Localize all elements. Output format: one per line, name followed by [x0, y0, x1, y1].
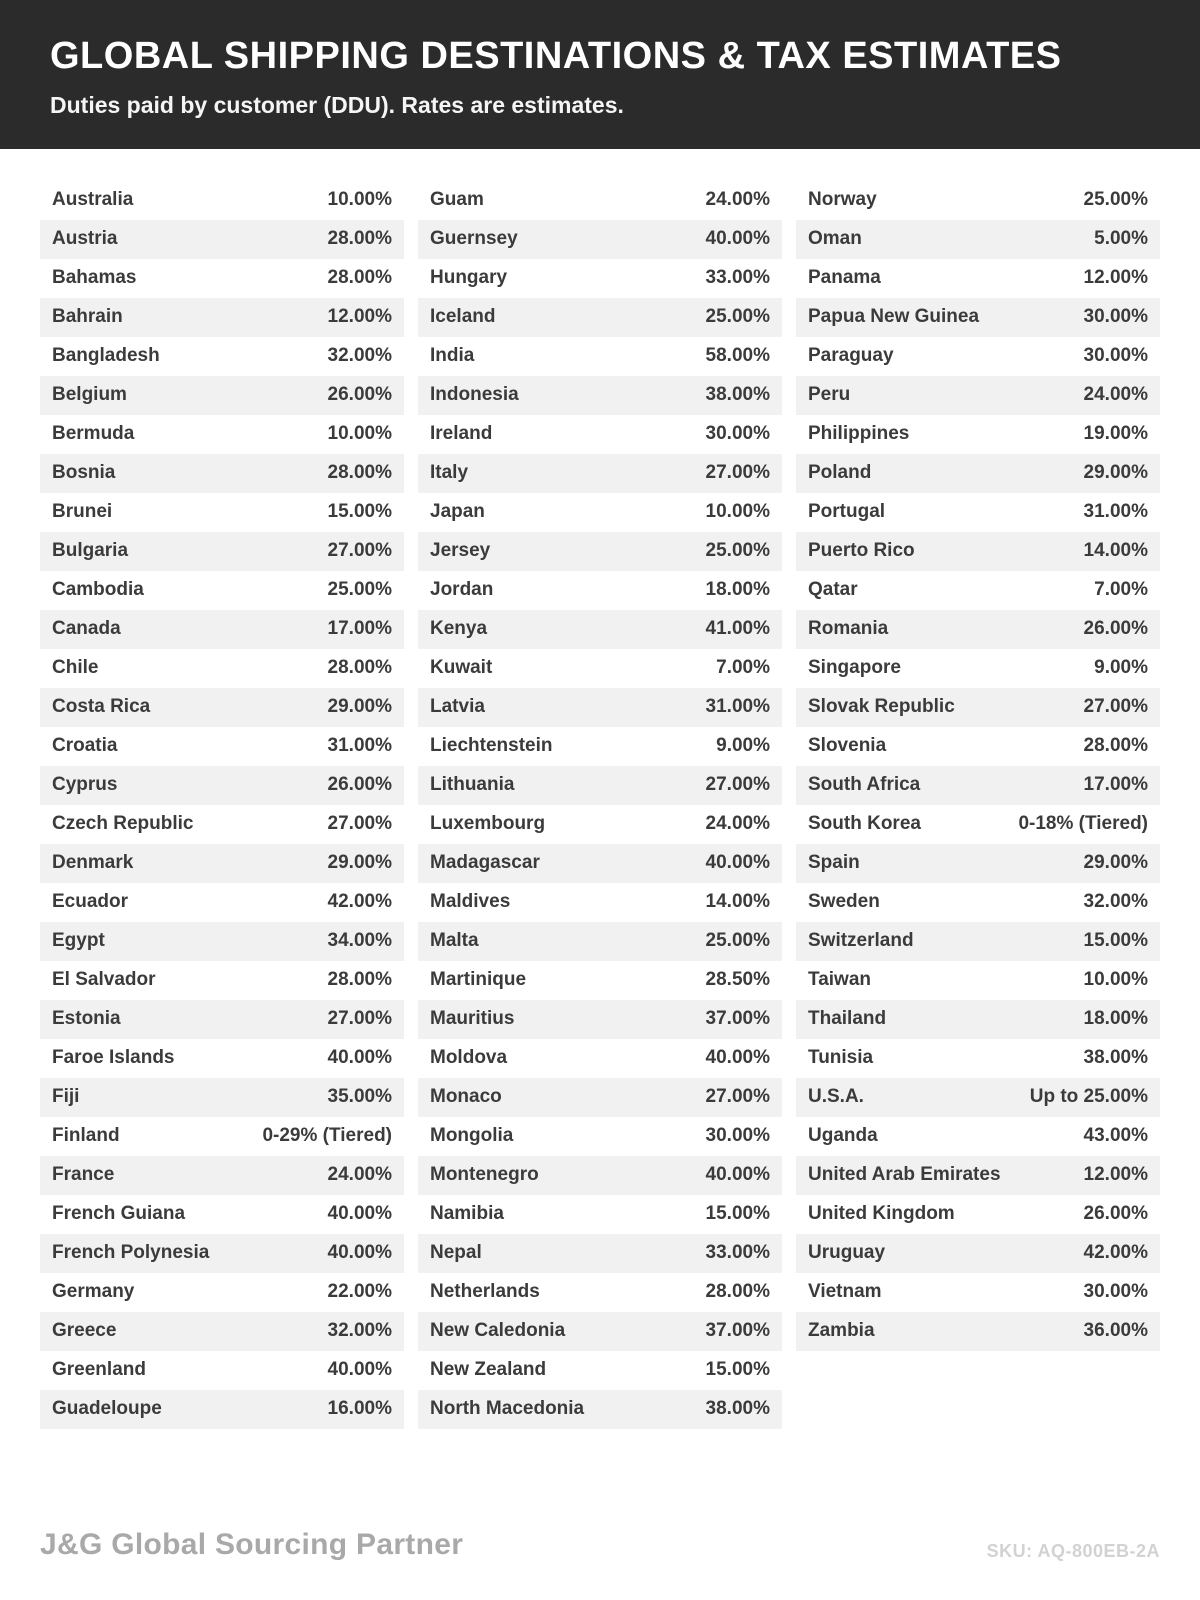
- country-label: Guadeloupe: [52, 1398, 162, 1420]
- table-row: [796, 883, 1160, 922]
- rate-value: 29.00%: [327, 852, 392, 874]
- country-label: Bosnia: [52, 462, 116, 484]
- country-label: Madagascar: [430, 852, 540, 874]
- rate-value: 31.00%: [327, 735, 392, 757]
- table-row: [40, 805, 404, 844]
- country-label: Mongolia: [430, 1125, 514, 1147]
- table-row: [796, 649, 1160, 688]
- rate-value: 37.00%: [705, 1008, 770, 1030]
- country-label: Austria: [52, 228, 118, 250]
- page-title: GLOBAL SHIPPING DESTINATIONS & TAX ESTIMATES: [50, 35, 1062, 77]
- rates-table: [0, 149, 1200, 1429]
- rate-value: 29.00%: [327, 696, 392, 718]
- country-label: Papua New Guinea: [808, 306, 980, 328]
- country-label: North Macedonia: [430, 1398, 585, 1420]
- table-row: [40, 1351, 404, 1390]
- rate-value: 58.00%: [705, 345, 770, 367]
- table-row: [418, 805, 782, 844]
- rate-value: 10.00%: [327, 189, 392, 211]
- rate-value: 25.00%: [705, 306, 770, 328]
- rate-value: 26.00%: [327, 774, 392, 796]
- table-row: [796, 1273, 1160, 1312]
- table-row: [796, 766, 1160, 805]
- table-row: [796, 961, 1160, 1000]
- table-row: [796, 259, 1160, 298]
- table-row: [796, 454, 1160, 493]
- table-row: [40, 844, 404, 883]
- rate-value: 28.50%: [705, 969, 770, 991]
- rate-value: 29.00%: [1083, 852, 1148, 874]
- country-label: Uganda: [808, 1125, 878, 1147]
- rate-value: 17.00%: [327, 618, 392, 640]
- rate-value: 12.00%: [1083, 267, 1148, 289]
- table-row: [796, 1312, 1160, 1351]
- table-row: [40, 1117, 404, 1156]
- rate-value: 25.00%: [705, 540, 770, 562]
- rate-value: 10.00%: [705, 501, 770, 523]
- country-label: Qatar: [808, 579, 858, 601]
- table-row: [418, 259, 782, 298]
- rate-value: 25.00%: [1083, 189, 1148, 211]
- country-label: Ecuador: [52, 891, 129, 913]
- country-label: Bangladesh: [52, 345, 160, 367]
- country-label: Estonia: [52, 1008, 121, 1030]
- table-row: [418, 1117, 782, 1156]
- table-row: [40, 415, 404, 454]
- table-row: [40, 1273, 404, 1312]
- rate-value: 24.00%: [705, 813, 770, 835]
- table-row: [418, 298, 782, 337]
- country-label: South Africa: [808, 774, 921, 796]
- rate-value: 27.00%: [327, 813, 392, 835]
- rates-column-3: [796, 181, 1160, 1351]
- table-row: [40, 883, 404, 922]
- rate-value: 28.00%: [1083, 735, 1148, 757]
- table-row: [40, 337, 404, 376]
- country-label: Guam: [430, 189, 484, 211]
- country-label: Uruguay: [808, 1242, 886, 1264]
- country-label: Denmark: [52, 852, 134, 874]
- table-row: [40, 1039, 404, 1078]
- table-row: [40, 1195, 404, 1234]
- table-row: [40, 1390, 404, 1429]
- rate-value: 30.00%: [1083, 1281, 1148, 1303]
- country-label: Taiwan: [808, 969, 871, 991]
- rate-value: Up to 25.00%: [1029, 1086, 1148, 1108]
- table-row: [796, 532, 1160, 571]
- rate-value: 26.00%: [1083, 1203, 1148, 1225]
- rate-value: 40.00%: [705, 228, 770, 250]
- rate-value: 24.00%: [327, 1164, 392, 1186]
- table-row: [418, 844, 782, 883]
- country-label: Guernsey: [430, 228, 518, 250]
- country-label: Namibia: [430, 1203, 504, 1225]
- table-row: [40, 571, 404, 610]
- rate-value: 7.00%: [1094, 579, 1148, 601]
- country-label: Latvia: [430, 696, 485, 718]
- country-label: United Kingdom: [808, 1203, 955, 1225]
- rate-value: 14.00%: [705, 891, 770, 913]
- table-row: [418, 571, 782, 610]
- rates-column-2: [418, 181, 782, 1429]
- table-row: [418, 727, 782, 766]
- country-label: Fiji: [52, 1086, 80, 1108]
- table-row: [418, 1312, 782, 1351]
- rate-value: 31.00%: [705, 696, 770, 718]
- rate-value: 29.00%: [1083, 462, 1148, 484]
- country-label: Zambia: [808, 1320, 875, 1342]
- rate-value: 34.00%: [327, 930, 392, 952]
- country-label: Peru: [808, 384, 851, 406]
- country-label: Panama: [808, 267, 881, 289]
- country-label: Germany: [52, 1281, 135, 1303]
- country-label: Bahamas: [52, 267, 137, 289]
- table-row: [796, 415, 1160, 454]
- country-label: Luxembourg: [430, 813, 546, 835]
- table-row: [418, 1078, 782, 1117]
- rate-value: 28.00%: [705, 1281, 770, 1303]
- table-row: [418, 922, 782, 961]
- rate-value: 30.00%: [1083, 306, 1148, 328]
- table-row: [796, 571, 1160, 610]
- rate-value: 42.00%: [1083, 1242, 1148, 1264]
- rate-value: 22.00%: [327, 1281, 392, 1303]
- table-row: [418, 1195, 782, 1234]
- rate-value: 28.00%: [327, 657, 392, 679]
- rate-value: 9.00%: [716, 735, 770, 757]
- table-row: [796, 1078, 1160, 1117]
- rate-value: 24.00%: [1083, 384, 1148, 406]
- rate-value: 26.00%: [1083, 618, 1148, 640]
- table-row: [796, 610, 1160, 649]
- rate-value: 19.00%: [1083, 423, 1148, 445]
- country-label: Puerto Rico: [808, 540, 915, 562]
- country-label: Canada: [52, 618, 121, 640]
- country-label: Costa Rica: [52, 696, 151, 718]
- table-row: [418, 454, 782, 493]
- table-row: [418, 1273, 782, 1312]
- table-row: [40, 454, 404, 493]
- rate-value: 0-29% (Tiered): [262, 1125, 392, 1147]
- country-label: Switzerland: [808, 930, 914, 952]
- table-row: [418, 961, 782, 1000]
- country-label: South Korea: [808, 813, 921, 835]
- rate-value: 40.00%: [705, 1164, 770, 1186]
- table-row: [418, 493, 782, 532]
- country-label: Sweden: [808, 891, 880, 913]
- country-label: Maldives: [430, 891, 511, 913]
- country-label: Lithuania: [430, 774, 515, 796]
- table-row: [796, 1156, 1160, 1195]
- rate-value: 15.00%: [705, 1203, 770, 1225]
- rate-value: 10.00%: [327, 423, 392, 445]
- rate-value: 5.00%: [1094, 228, 1148, 250]
- table-row: [40, 1000, 404, 1039]
- table-row: [40, 1312, 404, 1351]
- rate-value: 30.00%: [705, 423, 770, 445]
- rate-value: 25.00%: [327, 579, 392, 601]
- table-row: [40, 493, 404, 532]
- rate-value: 28.00%: [327, 462, 392, 484]
- table-row: [796, 376, 1160, 415]
- rate-value: 9.00%: [1094, 657, 1148, 679]
- country-label: Croatia: [52, 735, 118, 757]
- rate-value: 12.00%: [1083, 1164, 1148, 1186]
- country-label: Australia: [52, 189, 134, 211]
- rate-value: 17.00%: [1083, 774, 1148, 796]
- country-label: Japan: [430, 501, 485, 523]
- header-banner: [0, 0, 1200, 149]
- country-label: Mauritius: [430, 1008, 515, 1030]
- table-row: [40, 649, 404, 688]
- table-row: [418, 220, 782, 259]
- rate-value: 30.00%: [1083, 345, 1148, 367]
- country-label: Nepal: [430, 1242, 482, 1264]
- table-row: [40, 532, 404, 571]
- rate-value: 12.00%: [327, 306, 392, 328]
- table-row: [796, 844, 1160, 883]
- rates-column-1: [40, 181, 404, 1429]
- country-label: Cyprus: [52, 774, 118, 796]
- country-label: Faroe Islands: [52, 1047, 175, 1069]
- table-row: [40, 181, 404, 220]
- table-row: [418, 181, 782, 220]
- country-label: Moldova: [430, 1047, 508, 1069]
- rate-value: 7.00%: [716, 657, 770, 679]
- table-row: [40, 1078, 404, 1117]
- country-label: Iceland: [430, 306, 496, 328]
- footer: [0, 1528, 1200, 1600]
- country-label: Jordan: [430, 579, 494, 601]
- rate-value: 40.00%: [327, 1242, 392, 1264]
- country-label: Spain: [808, 852, 860, 874]
- rate-value: 37.00%: [705, 1320, 770, 1342]
- country-label: Kuwait: [430, 657, 493, 679]
- rate-value: 28.00%: [327, 267, 392, 289]
- rate-value: 0-18% (Tiered): [1018, 813, 1148, 835]
- table-row: [796, 805, 1160, 844]
- rate-value: 41.00%: [705, 618, 770, 640]
- table-row: [40, 1234, 404, 1273]
- table-row: [418, 649, 782, 688]
- country-label: Slovenia: [808, 735, 887, 757]
- page-subtitle: Duties paid by customer (DDU). Rates are estimates.: [50, 91, 624, 118]
- table-row: [796, 1117, 1160, 1156]
- rate-value: 32.00%: [1083, 891, 1148, 913]
- rate-value: 40.00%: [327, 1047, 392, 1069]
- table-row: [40, 298, 404, 337]
- table-row: [796, 337, 1160, 376]
- rate-value: 35.00%: [327, 1086, 392, 1108]
- country-label: Kenya: [430, 618, 488, 640]
- country-label: Montenegro: [430, 1164, 539, 1186]
- country-label: French Guiana: [52, 1203, 186, 1225]
- table-row: [418, 766, 782, 805]
- country-label: Jersey: [430, 540, 491, 562]
- table-row: [418, 376, 782, 415]
- rate-value: 28.00%: [327, 969, 392, 991]
- country-label: Portugal: [808, 501, 886, 523]
- table-row: [796, 1234, 1160, 1273]
- table-row: [796, 688, 1160, 727]
- table-row: [418, 1039, 782, 1078]
- country-label: Bermuda: [52, 423, 135, 445]
- country-label: Greece: [52, 1320, 117, 1342]
- table-row: [40, 727, 404, 766]
- rate-value: 33.00%: [705, 267, 770, 289]
- table-row: [796, 298, 1160, 337]
- table-row: [40, 922, 404, 961]
- rate-value: 40.00%: [327, 1203, 392, 1225]
- rate-value: 42.00%: [327, 891, 392, 913]
- rate-value: 15.00%: [327, 501, 392, 523]
- table-row: [40, 610, 404, 649]
- country-label: Monaco: [430, 1086, 502, 1108]
- country-label: Oman: [808, 228, 862, 250]
- country-label: Indonesia: [430, 384, 519, 406]
- rate-value: 40.00%: [705, 852, 770, 874]
- country-label: New Caledonia: [430, 1320, 566, 1342]
- rate-value: 33.00%: [705, 1242, 770, 1264]
- rate-value: 16.00%: [327, 1398, 392, 1420]
- country-label: El Salvador: [52, 969, 156, 991]
- rate-value: 32.00%: [327, 345, 392, 367]
- rate-value: 27.00%: [705, 774, 770, 796]
- rate-value: 14.00%: [1083, 540, 1148, 562]
- rate-value: 40.00%: [705, 1047, 770, 1069]
- country-label: Poland: [808, 462, 872, 484]
- sku-label: SKU: AQ-800EB-2A: [986, 1541, 1160, 1561]
- country-label: Martinique: [430, 969, 527, 991]
- rate-value: 27.00%: [705, 1086, 770, 1108]
- table-row: [40, 376, 404, 415]
- table-row: [796, 220, 1160, 259]
- country-label: Cambodia: [52, 579, 144, 601]
- country-label: Romania: [808, 618, 889, 640]
- table-row: [418, 1351, 782, 1390]
- rate-value: 18.00%: [1083, 1008, 1148, 1030]
- table-row: [418, 610, 782, 649]
- rate-value: 30.00%: [705, 1125, 770, 1147]
- brand-name: J&G Global Sourcing Partner: [40, 1528, 464, 1561]
- country-label: Vietnam: [808, 1281, 882, 1303]
- country-label: Italy: [430, 462, 469, 484]
- rate-value: 26.00%: [327, 384, 392, 406]
- rate-value: 10.00%: [1083, 969, 1148, 991]
- country-label: Greenland: [52, 1359, 146, 1381]
- rate-value: 38.00%: [1083, 1047, 1148, 1069]
- country-label: Thailand: [808, 1008, 887, 1030]
- country-label: Chile: [52, 657, 99, 679]
- rate-value: 43.00%: [1083, 1125, 1148, 1147]
- rate-value: 28.00%: [327, 228, 392, 250]
- country-label: New Zealand: [430, 1359, 547, 1381]
- rate-value: 18.00%: [705, 579, 770, 601]
- rate-value: 15.00%: [1083, 930, 1148, 952]
- country-label: Liechtenstein: [430, 735, 553, 757]
- table-row: [796, 493, 1160, 532]
- table-row: [418, 1390, 782, 1429]
- country-label: India: [430, 345, 475, 367]
- rate-value: 27.00%: [1083, 696, 1148, 718]
- country-label: U.S.A.: [808, 1086, 864, 1108]
- country-label: Ireland: [430, 423, 493, 445]
- table-row: [418, 337, 782, 376]
- country-label: Belgium: [52, 384, 127, 406]
- country-label: Finland: [52, 1125, 120, 1147]
- country-label: Netherlands: [430, 1281, 540, 1303]
- rate-value: 27.00%: [705, 462, 770, 484]
- table-row: [796, 727, 1160, 766]
- country-label: Bulgaria: [52, 540, 129, 562]
- country-label: United Arab Emirates: [808, 1164, 1001, 1186]
- country-label: Philippines: [808, 423, 910, 445]
- table-row: [40, 961, 404, 1000]
- country-label: Bahrain: [52, 306, 123, 328]
- rate-value: 36.00%: [1083, 1320, 1148, 1342]
- rate-value: 38.00%: [705, 1398, 770, 1420]
- country-label: Egypt: [52, 930, 105, 952]
- country-label: Hungary: [430, 267, 508, 289]
- rate-value: 24.00%: [705, 189, 770, 211]
- country-label: French Polynesia: [52, 1242, 210, 1264]
- table-row: [40, 766, 404, 805]
- table-row: [40, 259, 404, 298]
- country-label: Paraguay: [808, 345, 894, 367]
- table-row: [40, 220, 404, 259]
- table-row: [418, 532, 782, 571]
- table-row: [40, 1156, 404, 1195]
- country-label: Czech Republic: [52, 813, 194, 835]
- table-row: [418, 688, 782, 727]
- rate-value: 40.00%: [327, 1359, 392, 1381]
- table-row: [796, 1039, 1160, 1078]
- rate-value: 27.00%: [327, 1008, 392, 1030]
- table-row: [418, 883, 782, 922]
- table-row: [40, 688, 404, 727]
- rate-value: 27.00%: [327, 540, 392, 562]
- table-row: [418, 1156, 782, 1195]
- country-label: Malta: [430, 930, 479, 952]
- rate-value: 31.00%: [1083, 501, 1148, 523]
- country-label: Slovak Republic: [808, 696, 955, 718]
- table-row: [796, 922, 1160, 961]
- country-label: Singapore: [808, 657, 901, 679]
- table-row: [418, 1234, 782, 1273]
- table-row: [796, 1195, 1160, 1234]
- rate-value: 15.00%: [705, 1359, 770, 1381]
- table-row: [796, 181, 1160, 220]
- rate-value: 38.00%: [705, 384, 770, 406]
- table-row: [418, 1000, 782, 1039]
- rate-value: 32.00%: [327, 1320, 392, 1342]
- country-label: Tunisia: [808, 1047, 874, 1069]
- table-row: [796, 1000, 1160, 1039]
- country-label: Brunei: [52, 501, 113, 523]
- rate-value: 25.00%: [705, 930, 770, 952]
- country-label: Norway: [808, 189, 877, 211]
- table-row: [418, 415, 782, 454]
- country-label: France: [52, 1164, 115, 1186]
